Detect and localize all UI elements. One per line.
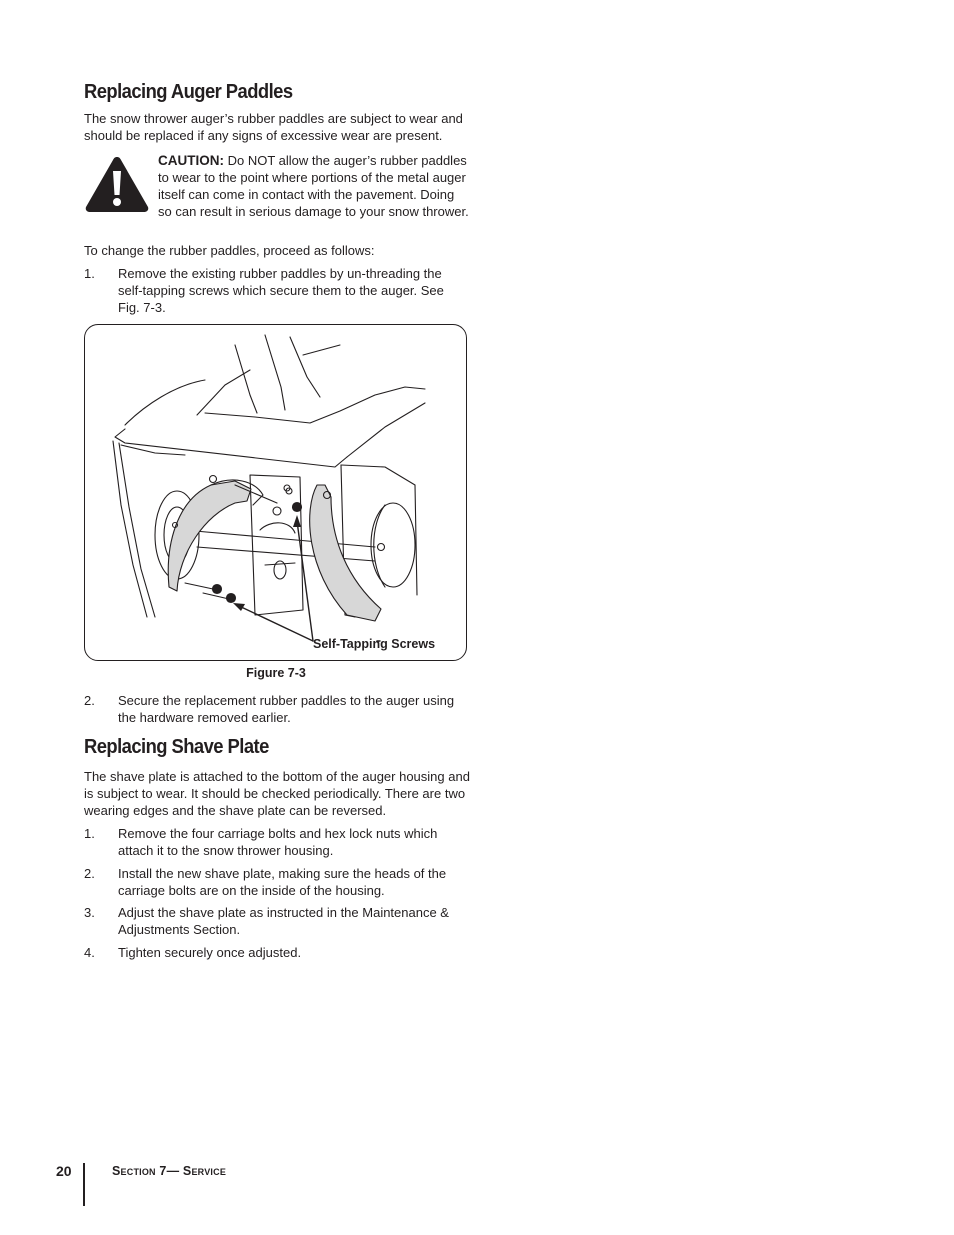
- list-number: 4.: [84, 945, 95, 960]
- intro-paragraph: The snow thrower auger’s rubber paddles are subject to wear and should be replaced if any signs of excessive wear are present.: [84, 111, 463, 143]
- footer-section-title: Section 7— Service: [112, 1164, 227, 1178]
- auger-illustration: [85, 325, 466, 660]
- list-text: Adjust the shave plate as instructed in the Maintenance & Adjustments Section.: [118, 905, 449, 937]
- figure-callout-label: Self-Tapping Screws: [313, 637, 436, 651]
- list-item: [84, 825, 470, 859]
- page-number: 20: [56, 1163, 72, 1179]
- section-heading-auger-paddles: Replacing Auger Paddles: [84, 81, 293, 103]
- warning-triangle-icon: [84, 155, 150, 213]
- caution-label: CAUTION:: [158, 153, 224, 168]
- intro-paragraph: The shave plate is attached to the bottom of the auger housing and is subject to wear. It should be checked periodically. There are two wearing edges and the shave plate can be reversed.: [84, 769, 470, 818]
- figure-7-3: [84, 324, 467, 661]
- list-item: [84, 944, 470, 961]
- section-heading-shave-plate: Replacing Shave Plate: [84, 736, 269, 758]
- caution-text: Do NOT allow the auger’s rubber paddles to wear to the point where portions of the metal auger itself can come in contact with the pavement. Doing so can result in serious damage to your snow thrower.: [158, 153, 469, 219]
- list-item: [84, 692, 470, 726]
- list-item: [84, 265, 470, 316]
- list-number: 1.: [84, 826, 95, 841]
- figure-caption: Figure 7-3: [246, 666, 306, 680]
- list-text: Tighten securely once adjusted.: [118, 945, 302, 960]
- list-number: 2.: [84, 866, 95, 881]
- list-text: Remove the four carriage bolts and hex lock nuts which attach it to the snow thrower housing.: [118, 826, 438, 858]
- lead-paragraph: To change the rubber paddles, proceed as follows:: [84, 243, 375, 258]
- list-item: [84, 904, 470, 938]
- list-number: 3.: [84, 905, 95, 920]
- list-item: [84, 865, 470, 899]
- list-text: Secure the replacement rubber paddles to the auger using the hardware removed earlier.: [118, 693, 455, 725]
- caution-block: [158, 152, 470, 220]
- list-number: 1.: [84, 266, 95, 281]
- list-text: Install the new shave plate, making sure the heads of the carriage bolts are on the inside of the housing.: [118, 866, 447, 898]
- footer-divider: [83, 1163, 85, 1206]
- list-text: Remove the existing rubber paddles by un-threading the self-tapping screws which secure them to the auger. See Fig. 7-3.: [118, 266, 444, 315]
- list-number: 2.: [84, 693, 95, 708]
